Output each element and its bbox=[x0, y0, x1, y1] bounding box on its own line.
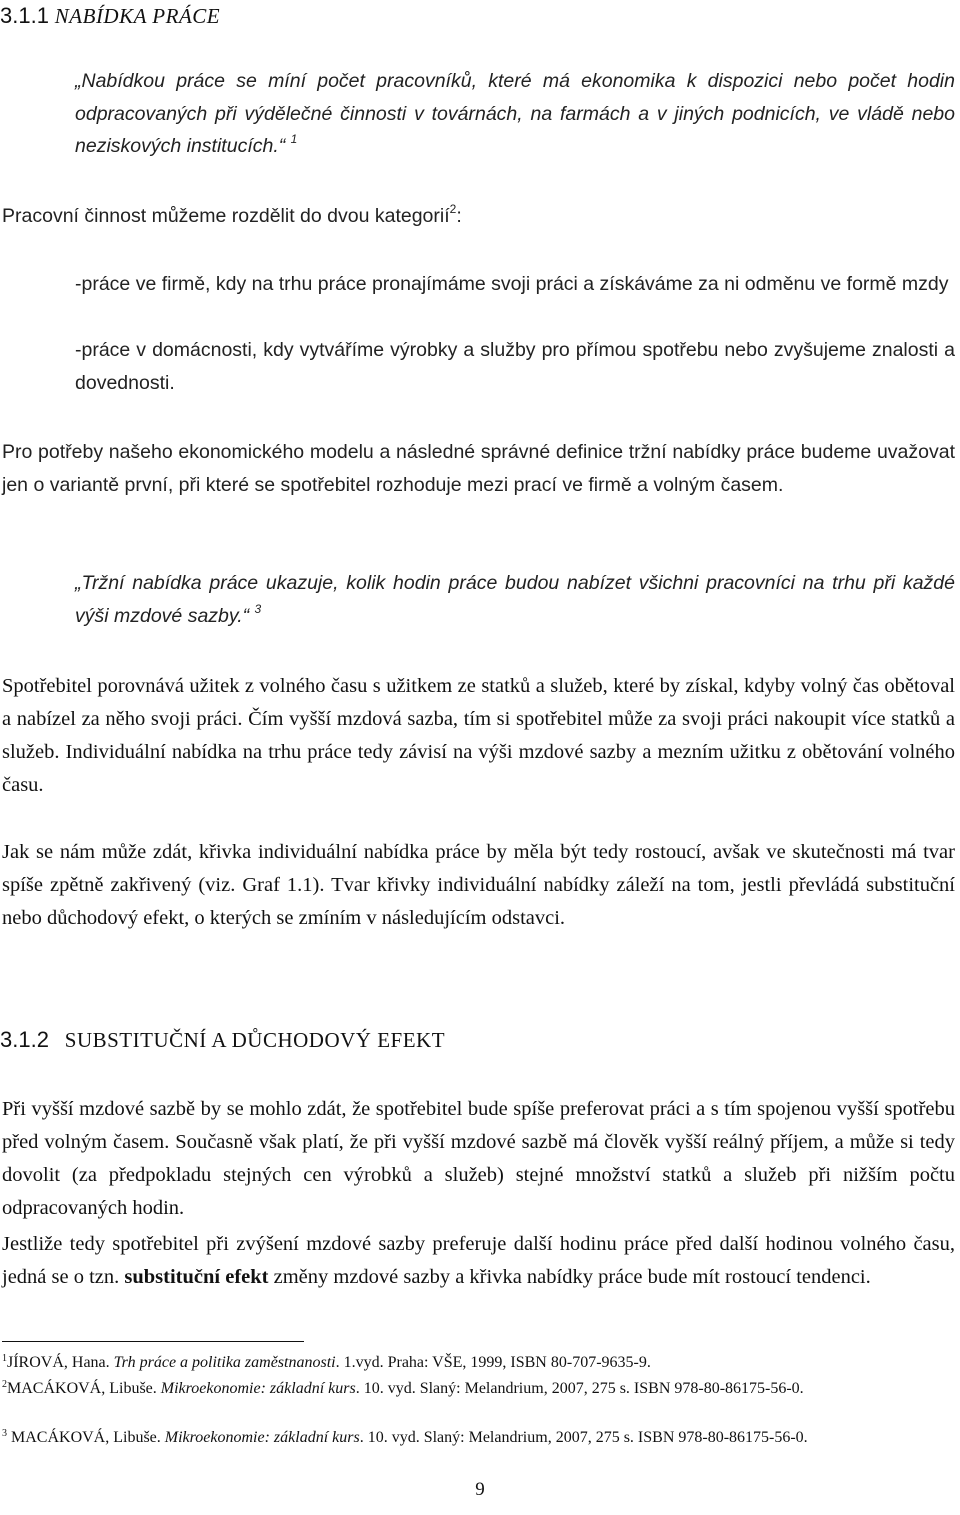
section-title: NABÍDKA PRÁCE bbox=[54, 4, 221, 28]
footnote-number: 2 bbox=[2, 1379, 7, 1390]
footnote-ref-2: 2 bbox=[449, 202, 457, 216]
footnote-title: Mikroekonomie: základní kurs bbox=[164, 1429, 360, 1446]
intro-colon: : bbox=[456, 205, 462, 227]
footnote-ref-3: 3 bbox=[254, 601, 262, 616]
footnote-details: . 1.vyd. Praha: VŠE, 1999, ISBN 80-707-9635-9. bbox=[335, 1354, 651, 1371]
footnote-1 bbox=[2, 1350, 955, 1375]
list-item-work-home: -práce v domácnosti, kdy vytváříme výrobky a služby pro přímou spotřebu nebo zvyšujeme znalosti a dovednosti. bbox=[75, 339, 955, 394]
section-heading-3-1-1 bbox=[0, 2, 220, 31]
quote-definition bbox=[75, 65, 955, 163]
section-number: 3.1.2 bbox=[0, 1027, 49, 1052]
bold-term: substituční efekt bbox=[124, 1266, 269, 1288]
page-number: 9 bbox=[475, 1479, 485, 1500]
para-text: změny mzdové sazby a křivka nabídky práce bude mít rostoucí tendenci. bbox=[268, 1266, 871, 1288]
section-heading-3-1-2 bbox=[0, 1026, 445, 1055]
paragraph-utility: Spotřebitel porovnává užitek z volného času s užitkem ze statků a služeb, které by získal, kdyby volný čas obětoval a nabízel za něho svoji práci. Čím vyšší mzdová sazba, tím si spotřebitel může za svoji práci nakoupit více statků a služeb. Individuální nabídka na trhu práce tedy závisí na výši mzdové sazby a mezním užitku z obětování volného času. bbox=[2, 675, 955, 796]
quote-text: „Tržní nabídka práce ukazuje, kolik hodin práce budou nabízet všichni pracovníci na trhu při každé výši mzdové sazby.“ bbox=[75, 572, 955, 627]
section-number: 3.1.1 bbox=[0, 3, 49, 28]
paragraph-model: Pro potřeby našeho ekonomického modelu a následné správné definice tržní nabídky práce budeme uvažovat jen o variantě první, při které se spotřebitel rozhoduje mezi prací ve firmě a volným časem. bbox=[2, 441, 955, 496]
footnote-number: 1 bbox=[2, 1353, 7, 1364]
intro-text bbox=[2, 200, 942, 233]
footnote-3 bbox=[2, 1425, 947, 1450]
para-text: Jestliže tedy spotřebitel při zvýšení mzdové sazby preferuje další hodinu práce před další hodinou volného času, jedná se o tzn. bbox=[2, 1233, 955, 1288]
footnote-ref-1: 1 bbox=[290, 132, 298, 146]
paragraph-curve: Jak se nám může zdát, křivka individuální nabídka práce by měla být tedy rostoucí, avšak ve skutečnosti má tvar spíše zpětně zakřivený (viz. Graf 1.1). Tvar křivky individuální nabídky záleží na tom, jestli převládá substituční nebo důchodový efekt, o kterých se zmíním v následujícím odstavci. bbox=[2, 841, 955, 929]
section-title: SUBSTITUČNÍ A DŮCHODOVÝ EFEKT bbox=[64, 1028, 446, 1052]
footnote-author: MACÁKOVÁ, Libuše. bbox=[7, 1429, 165, 1446]
footnote-details: . 10. vyd. Slaný: Melandrium, 2007, 275 s. ISBN 978-80-86175-56-0. bbox=[359, 1429, 808, 1446]
footnote-title: Trh práce a politika zaměstnanosti bbox=[113, 1354, 336, 1371]
list-item-work-firm: -práce ve firmě, kdy na trhu práce pronajímáme svoji práci a získáváme za ni odměnu ve formě mzdy bbox=[75, 273, 949, 295]
paragraph-higher-wage: Při vyšší mzdové sazbě by se mohlo zdát, že spotřebitel bude spíše preferovat práci a s tím spojenou vyšší spotřebu před volným časem. Současně však platí, že při vyšší mzdové sazbě má člověk vyšší reálný příjem, a může si tedy dovolit (za předpokladu stejných cen výrobků a služeb) stejné množství statků a služeb při nižším počtu odpracovaných hodin. bbox=[2, 1098, 955, 1219]
footnote-2 bbox=[2, 1376, 955, 1401]
intro-sentence: Pracovní činnost můžeme rozdělit do dvou kategorií bbox=[2, 205, 450, 227]
footnote-number: 3 bbox=[2, 1428, 7, 1439]
footnote-title: Mikroekonomie: základní kurs bbox=[160, 1380, 356, 1397]
quote-text: „Nabídkou práce se míní počet pracovníků, které má ekonomika k dispozici nebo počet hodin odpracovaných při výdělečné činnosti v továrnách, na farmách a v jiných podnicích, ve vládě nebo neziskových institucích.“ bbox=[75, 70, 955, 157]
footnote-author: MACÁKOVÁ, Libuše. bbox=[7, 1380, 161, 1397]
footnote-details: . 10. vyd. Slaný: Melandrium, 2007, 275 s. ISBN 978-80-86175-56-0. bbox=[355, 1380, 804, 1397]
footnote-divider bbox=[2, 1341, 304, 1342]
paragraph-substitution bbox=[2, 1228, 955, 1294]
quote-market-supply bbox=[75, 567, 955, 632]
footnote-author: JÍROVÁ, Hana. bbox=[7, 1354, 114, 1371]
